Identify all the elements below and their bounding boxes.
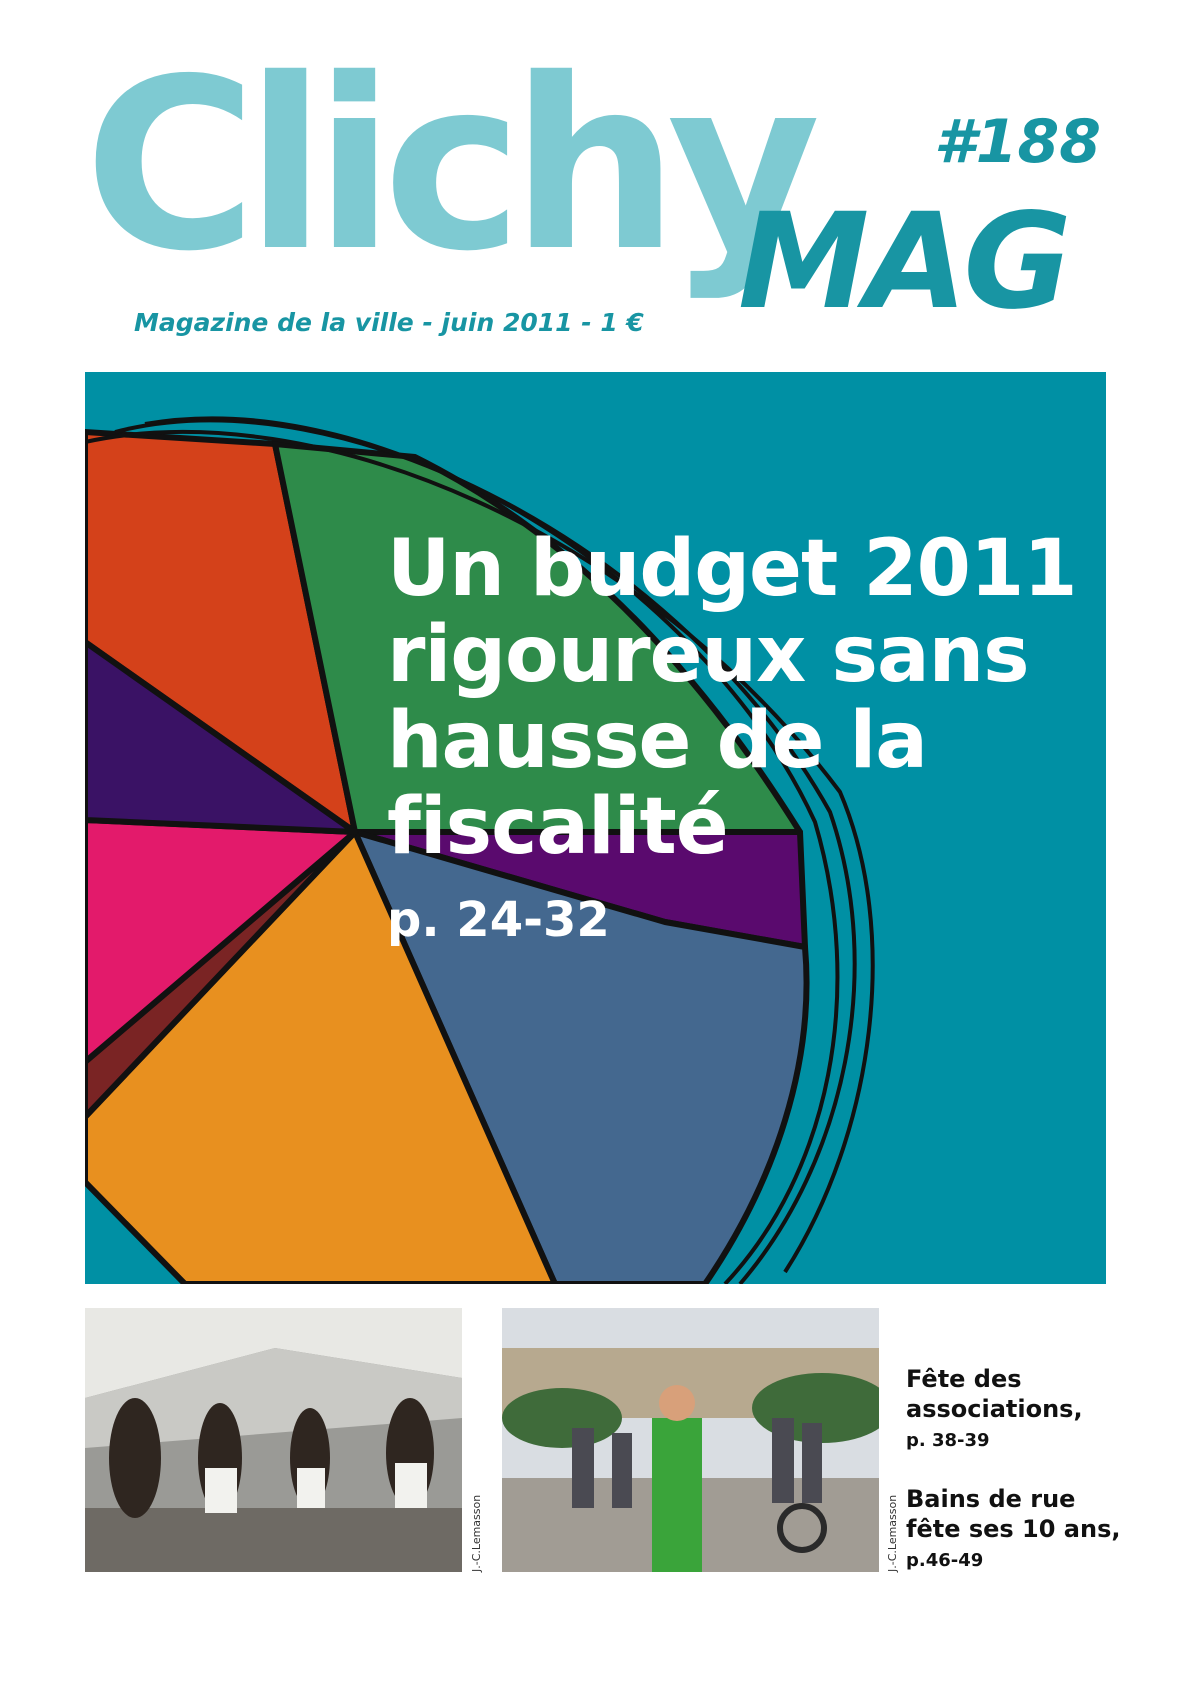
cover-story-panel <box>85 372 1106 1284</box>
photo-street-performer <box>502 1308 879 1572</box>
teaser-bains-de-rue <box>906 1484 1120 1574</box>
headline-line: Un budget 2011 <box>387 524 1077 614</box>
cover-headline <box>387 526 1077 870</box>
teaser-title-line: associations, <box>906 1395 1083 1423</box>
teaser-page-reference: p.46-49 <box>906 1550 984 1571</box>
teaser-title-line: Bains de rue <box>906 1485 1076 1513</box>
photo-credit: J.-C.Lemasson <box>470 1494 483 1572</box>
masthead-title: Clichy <box>84 28 809 303</box>
teaser-page-reference: p. 38-39 <box>906 1430 990 1451</box>
headline-line: fiscalité <box>387 782 728 872</box>
headline-page-reference: p. 24-32 <box>387 892 610 948</box>
masthead-subtitle: MAG <box>738 185 1068 339</box>
photo-dancers <box>85 1308 462 1572</box>
headline-line: hausse de la <box>387 696 927 786</box>
headline-line: rigoureux sans <box>387 610 1029 700</box>
photo-credit: J.-C.Lemasson <box>886 1494 899 1572</box>
teaser-title-line: fête ses 10 ans, <box>906 1515 1121 1543</box>
masthead-tagline: Magazine de la ville - juin 2011 - 1 € <box>134 308 644 337</box>
teaser-title-line: Fête des <box>906 1365 1022 1393</box>
teaser-fete-des-associations <box>906 1364 1083 1454</box>
issue-number: #188 <box>934 107 1101 177</box>
